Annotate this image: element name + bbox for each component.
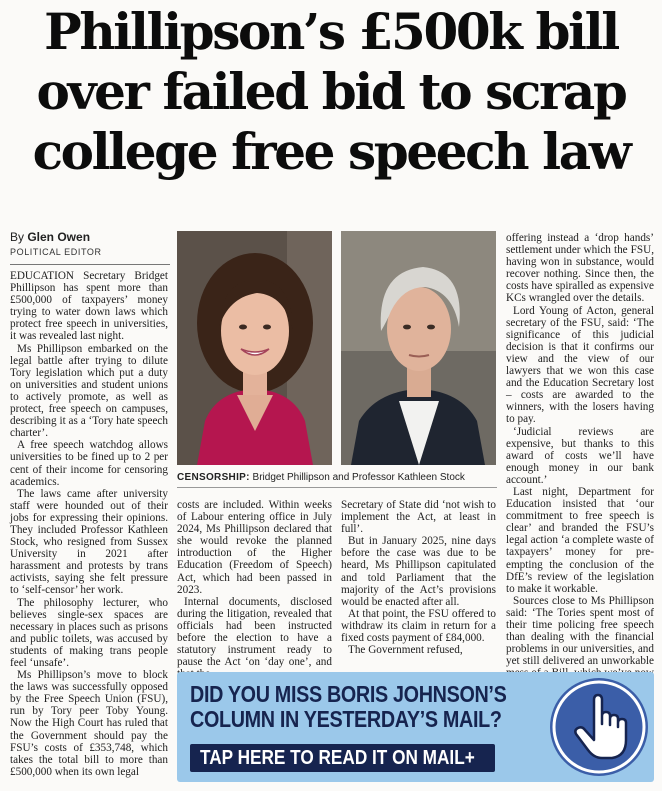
caption-label: CENSORSHIP:	[177, 472, 250, 483]
article-column-3	[341, 499, 496, 656]
article-paragraph: A free speech watchdog allows universities to be fined up to 2 per cent of their income for censoring academics.	[10, 439, 168, 488]
article-paragraph: But in January 2025, nine days before the case was due to be heard, Ms Phillipson capitulated and told Parliament that the majority of the Act’s provisions would be enacted after all.	[341, 535, 496, 608]
byline-role: POLITICAL EDITOR	[10, 247, 102, 257]
byline-author[interactable]: Glen Owen	[27, 230, 91, 244]
photo-bridget-phillipson	[177, 231, 332, 465]
portrait-illustration-right	[341, 231, 496, 465]
photo-kathleen-stock	[341, 231, 496, 465]
article-column-1	[10, 270, 168, 778]
headline-line-2: over failed bid to scrap	[36, 62, 626, 121]
promo-cta-label: TAP HERE TO READ IT ON MAIL+	[200, 747, 475, 769]
article-paragraph: costs are included. Within weeks of Labour entering office in July 2024, Ms Phillipson declared that she would revoke the planned introduction of the Higher Education (Freedom of Speech) Act, which had been passed in 2023.	[177, 499, 332, 596]
photo-caption	[177, 472, 497, 488]
byline	[10, 230, 170, 257]
article-paragraph: The philosophy lecturer, who believes single-sex spaces are necessary in places such as prisons and public toilets, was accused by students of making trans people feel ‘unsafe’.	[10, 596, 168, 669]
article-paragraph: Last night, Department for Education insisted that ‘our commitment to free speech is clear’ and branded the FSU’s legal action ‘a complete waste of taxpayers’ money for pre-empting the conclusion of the DfE’s review of the legislation to make it workable.	[506, 485, 654, 595]
byline-divider	[10, 264, 170, 265]
headline	[8, 2, 654, 182]
article-paragraph: At that point, the FSU offered to withdraw its claim in return for a fixed costs payment of £84,000.	[341, 607, 496, 645]
headline-line-1: Phillipson’s £500k bill	[44, 2, 618, 61]
article-column-2	[177, 499, 332, 680]
promo-headline-line-2: COLUMN IN YESTERDAY’S MAIL?	[190, 706, 502, 732]
article-paragraph: EDUCATION Secretary Bridget Phillipson has spent more than £500,000 of taxpayers’ money trying to water down laws which protect free speech in universities, it was revealed last night.	[10, 270, 168, 343]
headline-line-3: college free speech law	[32, 122, 630, 181]
read-on-mail-plus-button[interactable]	[190, 744, 495, 772]
byline-prefix: By	[10, 230, 28, 244]
caption-text: Bridget Phillipson and Professor Kathleen Stock	[249, 472, 465, 483]
article-paragraph: The laws came after university staff were hounded out of their jobs for expressing their opinions. They included Professor Kathleen Stock, who resigned from Sussex University in 2021 after harassment and protests by trans activists, saying she felt pressure to ‘self-censor’ her work.	[10, 487, 168, 597]
article-paragraph: ‘Judicial reviews are expensive, but thanks to this award of costs we’ll have enough money in our bank account.’	[506, 425, 654, 486]
article-paragraph: The Government refused,	[348, 644, 463, 657]
portrait-illustration-left	[177, 231, 332, 465]
promo-headline	[190, 681, 507, 732]
article-paragraph: Secretary of State did ‘not wish to implement the Act, at least in full’.	[341, 499, 496, 536]
article-paragraph: offering instead a ‘drop hands’ settlement under which the FSU, having won in substance, would recover nothing. Since then, the costs have spiralled as expensive KCs wrangled over the details.	[506, 232, 654, 305]
article-paragraph: Internal documents, disclosed during the litigation, revealed that officials had been instructed before the election to have a statutory instrument ready to pause the Act ‘on ‘day one’, and	[177, 595, 332, 669]
tap-hand-glyph	[550, 678, 648, 776]
article-paragraph: Ms Phillipson’s move to block the laws was successfully opposed by the Free Speech Union (FSU), run by Tory peer Toby Young. Now the High Court has ruled that the Government should pay the FSU’s costs of £353,748, which takes the total bill to more than £500,000 when its own legal	[10, 669, 168, 778]
tap-hand-icon[interactable]	[550, 678, 648, 776]
article-paragraph: Lord Young of Acton, general secretary of the FSU, said: ‘The significance of this judicial decision is that it confirms our view and the view of our lawyers that we won this case and the Education Secretary lost – costs are awarded to the winners, with the losers having to pay.	[506, 304, 654, 426]
article-paragraph: Ms Phillipson embarked on the legal battle after trying to dilute Tory legislation which put a duty on universities and student unions to actively promote, as well as protect, free speech on campuses, describing it as a ‘Tory hate speech charter’.	[10, 342, 168, 440]
article-paragraph: Sources close to Ms Phillipson said: ‘The Tories spent most of their time policing free speech than dealing with the financial problems in our universities, and yet still delivered an unworkable	[506, 594, 654, 668]
promo-headline-line-1: DID YOU MISS BORIS JOHNSON’S	[190, 681, 507, 707]
article-column-4	[506, 232, 654, 692]
mail-plus-promo-banner[interactable]	[177, 672, 654, 782]
